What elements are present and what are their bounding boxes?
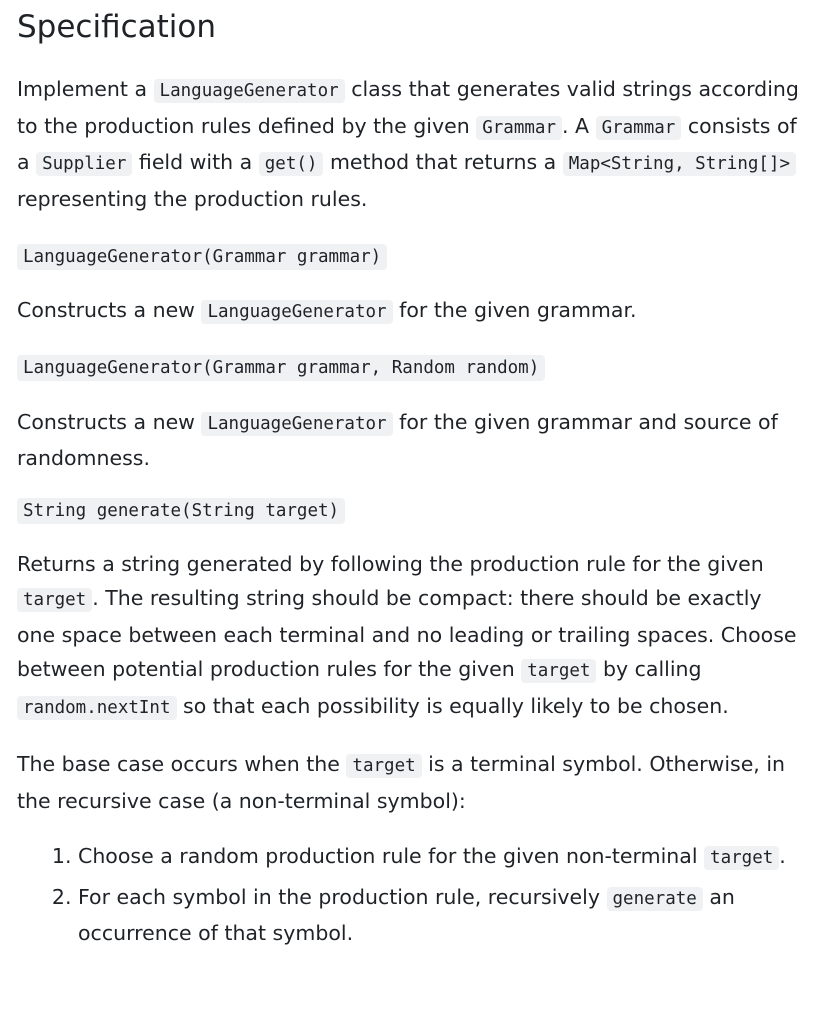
supplier-code: Supplier <box>36 152 132 176</box>
intro-text-3: . A <box>562 113 596 138</box>
constructor1-class-code: LanguageGenerator <box>201 300 392 324</box>
intro-text-7: representing the production rules. <box>17 186 368 211</box>
base-case-text-2: is a terminal symbol. Otherwise, in the recursive case (a non-terminal symbol): <box>17 752 786 813</box>
map-type-code: Map<String, String[]> <box>563 152 796 176</box>
target-code: target <box>17 588 92 612</box>
constructor1-signature-block <box>17 244 804 270</box>
generate-text-1: Returns a string generated by following the production rule for the given <box>17 551 764 576</box>
generate-description <box>17 547 804 726</box>
list-item <box>78 839 804 876</box>
constructor2-text-2: for the given grammar and source of randomness. <box>17 409 778 470</box>
generate-signature: String generate(String target) <box>17 498 345 524</box>
step1-text-2: . <box>779 844 786 868</box>
base-case-paragraph <box>17 747 804 818</box>
class-name-code: LanguageGenerator <box>154 79 345 103</box>
constructor1-text-1: Constructs a new <box>17 298 202 322</box>
grammar-code-2: Grammar <box>596 116 682 140</box>
recursive-steps-list <box>17 839 804 951</box>
list-item <box>78 880 804 951</box>
generate-text-3: by calling <box>596 657 702 681</box>
step2-text-2: an occurrence of that symbol. <box>78 884 735 945</box>
step2-text-1: For each symbol in the production rule, recursively <box>78 884 607 909</box>
constructor1-text-2: for the given grammar. <box>392 298 637 322</box>
intro-paragraph <box>17 72 804 216</box>
target-code-2: target <box>521 659 596 683</box>
constructor1-signature: LanguageGenerator(Grammar grammar) <box>17 244 387 270</box>
page-title: Specification <box>17 9 217 45</box>
base-case-text-1: The base case occurs when the <box>17 752 347 776</box>
constructor2-description <box>17 405 804 476</box>
intro-text-2: class that generates valid strings according to the production rules defined by the given <box>17 77 799 138</box>
grammar-code: Grammar <box>476 116 562 140</box>
constructor2-signature: LanguageGenerator(Grammar grammar, Random random) <box>17 355 545 381</box>
base-case-target-code: target <box>346 754 421 778</box>
constructor1-description <box>17 293 804 330</box>
constructor2-class-code: LanguageGenerator <box>201 412 392 436</box>
constructor2-signature-block <box>17 355 804 381</box>
generate-text-4: so that each possibility is equally likely to be chosen. <box>176 693 729 718</box>
step1-target-code: target <box>704 846 779 870</box>
step1-text-1: Choose a random production rule for the given non-terminal <box>78 844 705 868</box>
intro-text-5: field with a <box>132 150 259 174</box>
generate-text-2: . The resulting string should be compact: there should be exactly one space between each terminal and no leading or trailing spaces. Choose between potential production rules for the given <box>17 586 797 681</box>
get-method-code: get() <box>259 152 324 176</box>
generate-signature-block <box>17 498 804 524</box>
intro-text-4: consists of a <box>17 113 797 174</box>
step2-generate-code: generate <box>607 887 703 911</box>
next-int-code: random.nextInt <box>17 696 177 720</box>
intro-text-1: Implement a <box>17 77 154 101</box>
intro-text-6: method that returns a <box>323 150 563 174</box>
constructor2-text-1: Constructs a new <box>17 409 202 434</box>
